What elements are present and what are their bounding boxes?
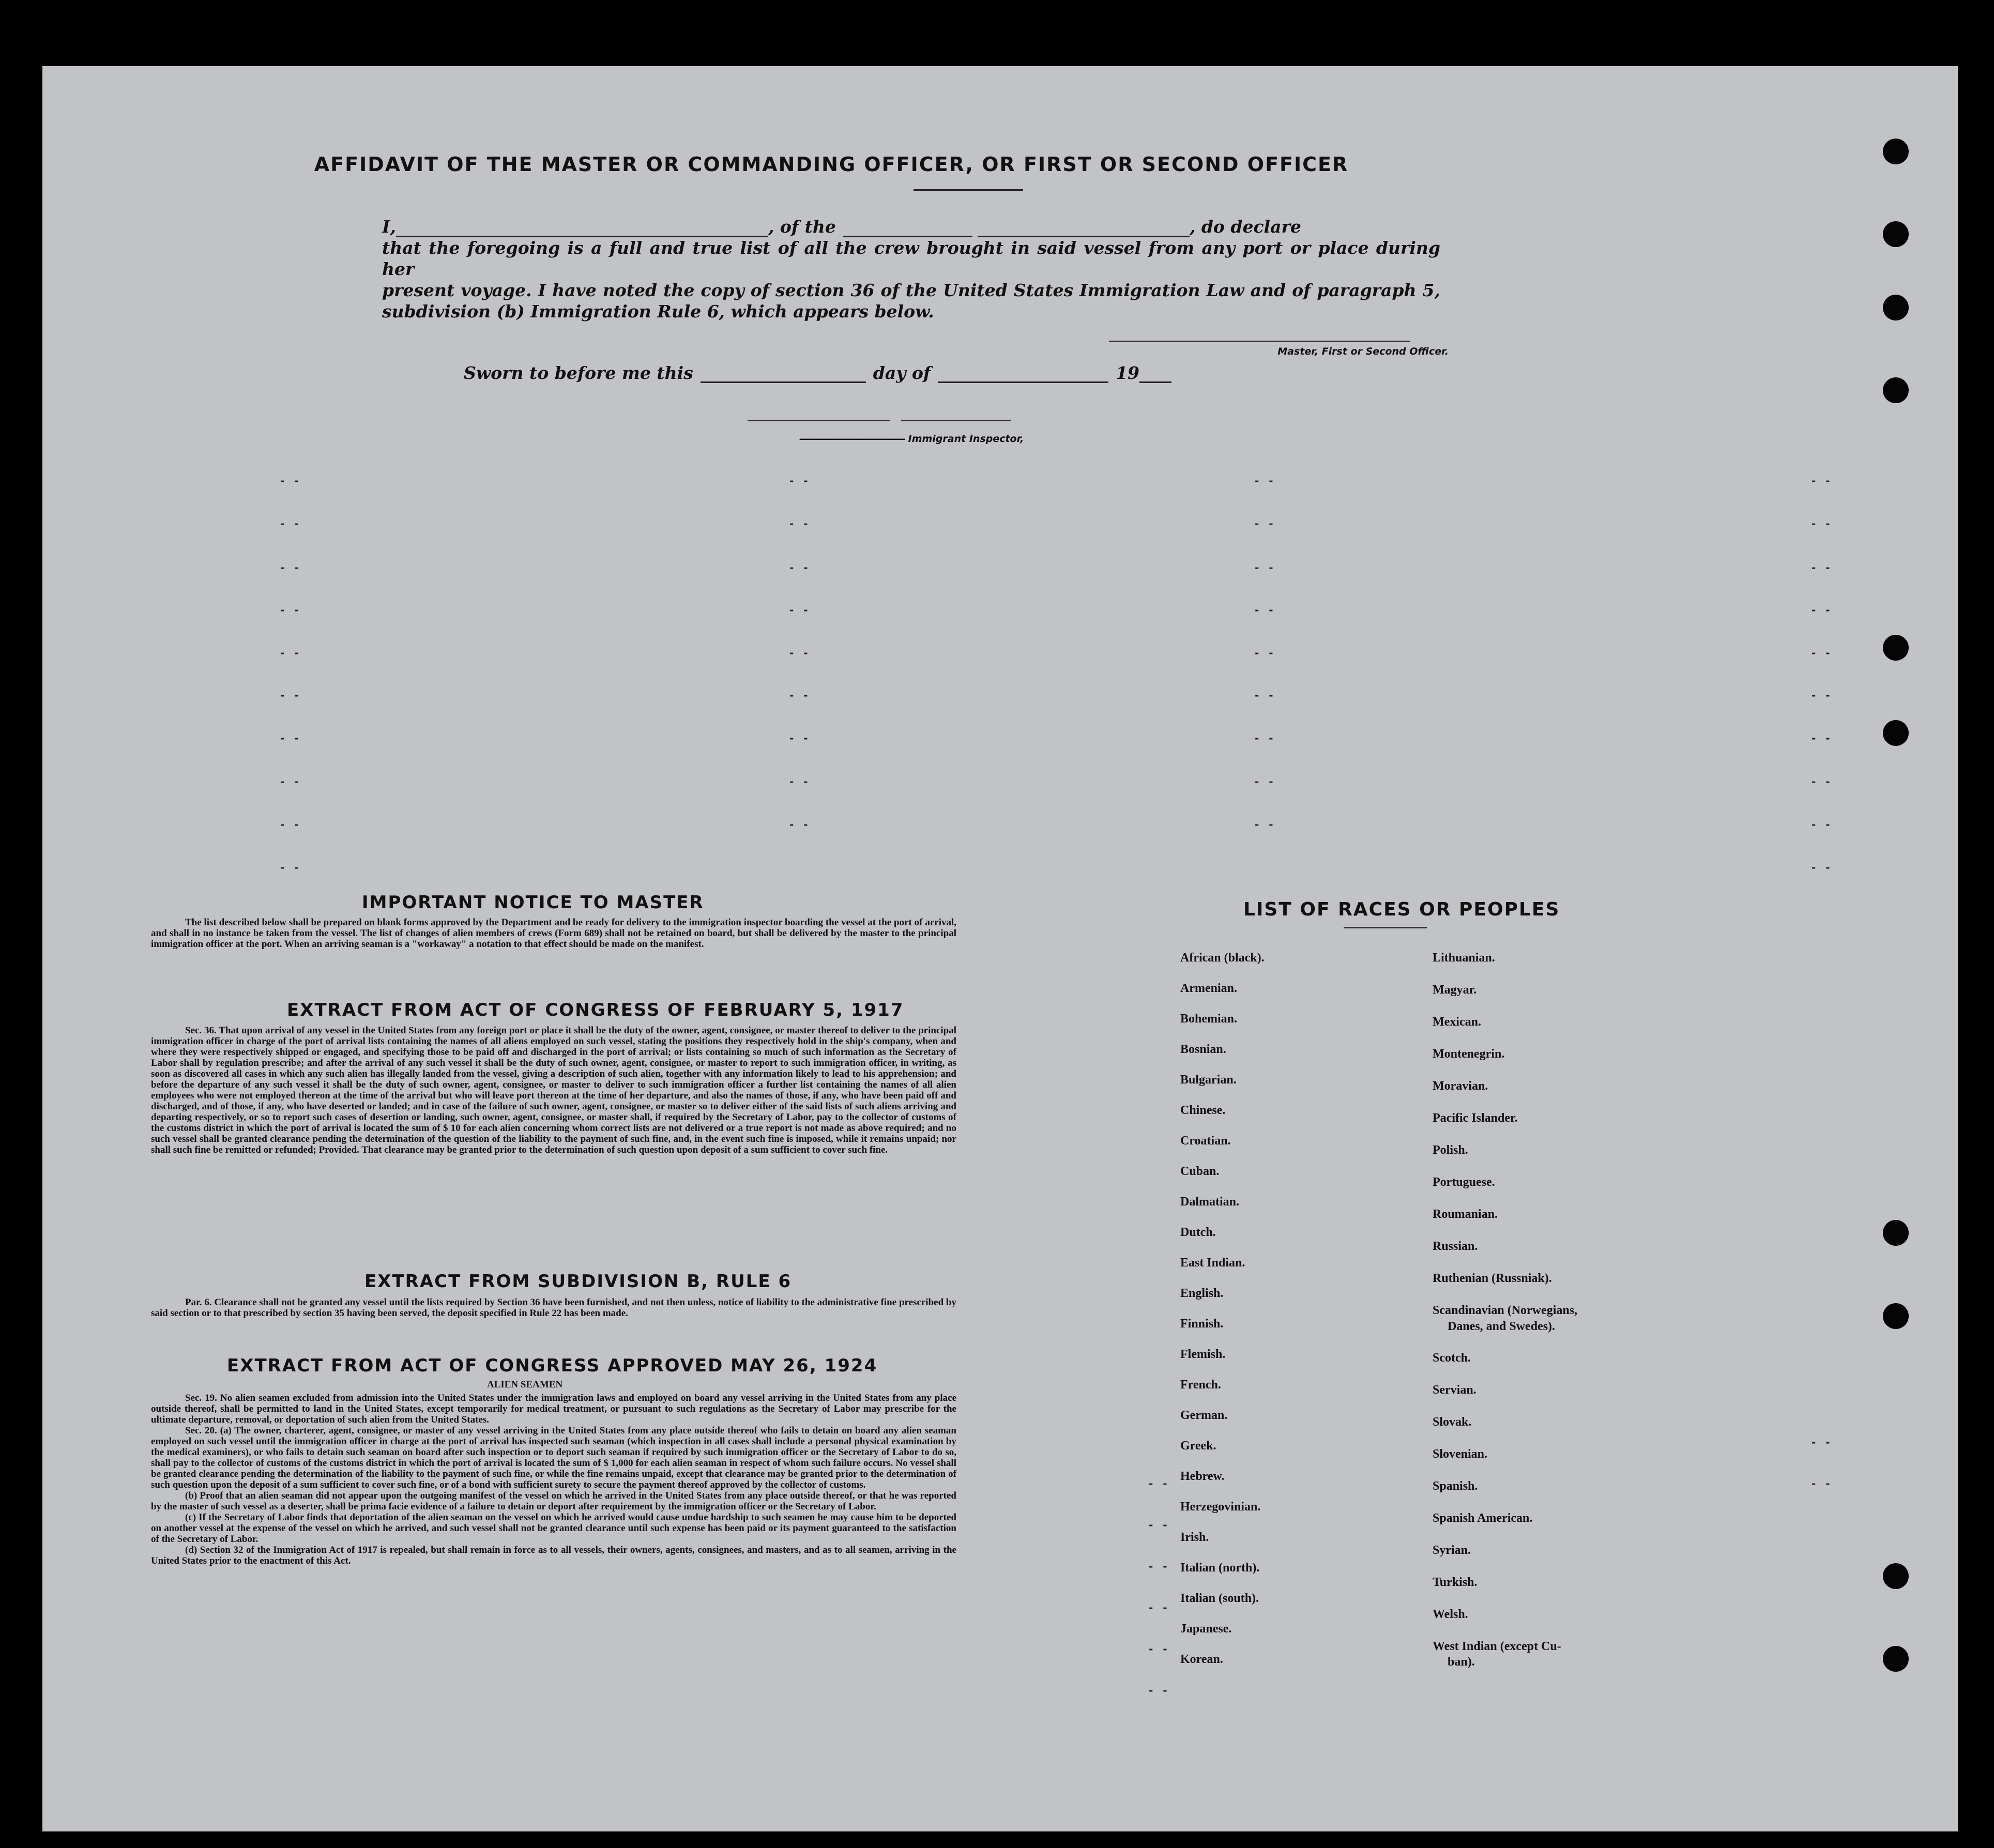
race-item: Finnish. [1180,1317,1224,1331]
race-item: Dalmatian. [1180,1195,1239,1209]
punch-hole [1883,1220,1909,1246]
title-rule [914,189,1023,191]
position-blank[interactable] [843,220,972,237]
name-blank[interactable] [396,220,768,237]
vessel-blank[interactable] [978,220,1190,237]
punch-hole [1883,720,1909,746]
race-item: Armenian. [1180,982,1237,995]
extract-1924-title: EXTRACT FROM ACT OF CONGRESS APPROVED MAY 26, 1924 [227,1355,878,1376]
races-title-rule [1344,927,1427,928]
race-item: Ruthenian (Russniak). [1433,1272,1552,1285]
race-item: African (black). [1180,951,1265,965]
master-caption: Master, First or Second Officer. [1277,346,1449,357]
race-item: Hebrew. [1180,1470,1225,1483]
race-item: Chinese. [1180,1104,1226,1117]
extract-1917-text: Sec. 36. That upon arrival of any vessel in the United States from any foreign port or place it shall be the duty of the owner, agent, consignee, or master thereof to deliver to the principal immigration officer in charge of the port of arrival lists containing the names of all aliens employed on such vessel, stating the positions they respectively hold in the ship's company, when and where they were respectively shipped or engaged, and specifying those to be paid off and discharged in the port of arrival; or lists containing so much of such information as the Secretary of Labor shall by regulation prescribe; and after the arrival of any such vessel it shall be the duty of such owner, agent, consignee, or master to report to such immigration officer, in writing, as soon as discovered all cases in which any such alien has illegally landed from the vessel, giving a description of such alien, together with any information likely to lead to his apprehension; and before the departure of any such vessel it shall be the duty of such owner, agent, consignee, or master to deliver to such immigration officer a further list containing the names of all alien employees who were not employed thereon at the time of the arrival but who will leave port thereon at the time of her departure, and also the names of those, if any, who have been paid off and discharged, and of those, if any, who have deserted or landed; and in case of the failure of such owner, agent, consignee, or master so to deliver either of the said lists of such aliens arriving and departing respectively, or so to report such cases of desertion or landing, such owner, agent, consignee, or master shall, if required by the Secretary of Labor, pay to the collector of customs of the customs district in which the port of arrival is located the sum of $ 10 for each alien concerning whom correct lists are not delivered or a true report is not made as above required; and no such vessel shall be granted clearance pending the determination of the question of the liability to the payment of such fine, and, in the event such fine is imposed, while it remains unpaid; nor shall such fine be remitted or refunded; Provided. That clearance may be granted prior to the determination of such question upon deposit of a sum sufficient to cover such fine. [151,1025,956,1155]
alien-seamen-subtitle: ALIEN SEAMEN [487,1379,563,1390]
punch-hole [1883,221,1909,247]
affidavit-body [382,216,1440,322]
punch-hole [1883,295,1909,320]
race-item: Portuguese. [1433,1175,1495,1189]
extract-1924-sec20b: (b) Proof that an alien seaman did not appear upon the outgoing manifest of the vessel on which he arrived in the United States from any place outside thereof, or that he was reported by the master of such vessel as a deserter, shall be prima facie evidence of a failure to detain or deport after requirement by the immigration officer or the Secretary of Labor. [151,1490,956,1512]
race-item: Turkish. [1433,1576,1478,1589]
notice-title: IMPORTANT NOTICE TO MASTER [362,892,704,913]
race-item: Danes, and Swedes). [1448,1320,1556,1333]
race-item: Scotch. [1433,1351,1471,1365]
form-sheet: AFFIDAVIT OF THE MASTER OR COMMANDING OFFICER, OR FIRST OR SECOND OFFICER I, , of the , do declare that the foregoing is a full and true list of all the crew brought in said vessel from any port or place during her present voyage. I have noted the copy of section 36 of the United States Immigration Law and of paragraph 5, subdivision (b) Immigration Rule 6, which appears below. Master, First or Second Officer. Sworn to before me this day of 19 ———————————— Immigrant Inspector, - - - - - - - - - - - - - - - - - - - - - - - - - - - - - - - - - - - - - - - - - - - - - - - - - - - - - - - - - - - - - - - - - - - - - - - - - - - - - - - - - - - - - - - - - - - - IMPORTANT NOTICE TO MASTER The list described below shall be prepared on blank forms approved by the Department and be ready for delivery to the immigration inspector boarding the vessel at the port of arrival, and shall in no instance be taken from the vessel. The list of changes of alien members of crews (Form 689) shall not be retained on board, but shall be delivered by the master to the principal immigration officer at the port. When an arriving seaman is a "workaway" a notation to that effect should be made on the manifest. EXTRACT FROM ACT OF CONGRESS OF FEBRUARY 5, 1917 Sec. 36. That upon arrival of any vessel in the United States from any foreign port or place it shall be the duty of the owner, agent, consignee, or master thereof to deliver to the principal immigration officer in charge of the port of arrival lists containing the names of all aliens employed on such vessel, stating the positions they respectively hold in the ship's company, when and where they were respectively shipped or engaged, and specifying those to be paid off and discharged in the port of arrival; or lists containing so much of such information as the Secretary of Labor shall by regulation prescribe; and after the arrival of any such vessel it shall be the duty of such owner, agent, consignee, or master to report to such immigration officer, in writing, as soon as discovered all cases in which any such alien has illegally landed from the vessel, giving a description of such alien, together with any information likely to lead to his apprehension; and before the departure of any such vessel it shall be the duty of such owner, agent, consignee, or master to deliver to such immigration officer a further list containing the names of all alien employees who were not employed thereon at the time of the arrival but who will leave port thereon at the time of her departure, and also the names of those, if any, who have been paid off and discharged, and of those, if any, who have deserted or landed; and in case of the failure of such owner, agent, consignee, or master so to deliver either of the said lists of such aliens arriving and departing respectively, or so to report such cases of desertion or landing, such owner, agent, consignee, or master shall, if required by the Secretary of Labor, pay to the collector of customs of the customs district in which the port of arrival is located the sum of $ 10 for each alien concerning whom correct lists are not delivered or a true report is not made as above required; and no such vessel shall be granted clearance pending the determination of the question of the liability to the payment of such fine, and, in the event such fine is imposed, while it remains unpaid; nor shall such fine be remitted or refunded; Provided. That clearance may be granted prior to the determination of such question upon deposit of a sum sufficient to cover such fine. EXTRACT FROM SUBDIVISION B, RULE 6 Par. 6. Clearance shall not be granted any vessel until the lists required by Section 36 have been furnished, and not then unless, notice of liability to the administrative fine prescribed by said section or to that prescribed by section 35 having been served, the deposit specified in Rule 22 has been made. EXTRACT FROM ACT OF CONGRESS APPROVED MAY 26, 1924 ALIEN SEAMEN Sec. 19. No alien seamen excluded from admission into the United States under the immigration laws and employed on board any vessel arriving in the United States from any place outside thereof, shall be permitted to land in the United States, except temporarily for medical treatment, or pursuant to such regulations as the Secretary of Labor may prescribe for the ultimate departure, removal, or deportation of such alien from the United States. Sec. 20. (a) The owner, charterer, agent, consignee, or master of any vessel arriving in the United States from any place outside thereof who fails to detain on board any alien seaman employed on such vessel until the immigration officer in charge at the port of arrival has inspected such seaman (which inspection in all cases shall include a personal physical examination by the medical examiners), or who fails to detain such seaman on board after such inspection or to deport such seaman if required by such immigration officer or the Secretary of Labor to do so, shall pay to the collector of customs of the customs district in which the port of arrival is located the sum of $ 1,000 for each alien seaman in respect of whom such failure occurs. No vessel shall be granted clearance pending the determination of the liability to the payment of such fine, or while the fine remains unpaid, except that clearance may be granted prior to the determination of such question upon the deposit of a sum sufficient to cover such fine, or of a bond with sufficient surety to secure the payment thereof approved by the collector of customs. (b) Proof that an alien seaman did not appear upon the outgoing manifest of the vessel on which he arrived in the United States from any place outside thereof, or that he was reported by the master of such vessel as a deserter, shall be prima facie evidence of a failure to detain or deport after requirement by the immigration officer or the Secretary of Labor. (c) If the Secretary of Labor finds that deportation of the alien seaman on the vessel on which he arrived would cause undue hardship to such seamen he may cause him to be deported on another vessel at the expense of the vessel on which he arrived, and such vessel shall not be granted clearance until such expense has been paid or its payment guaranteed to the satisfaction of the Secretary of Labor. (d) Section 32 of the Immigration Act of 1917 is repealed, but shall remain in force as to all vessels, their owners, agents, consignees, and masters, and as to all seamen, arriving in the United States prior to the enactment of this Act. LIST OF RACES OR PEOPLES African (black). Armenian. Bohemian. Bosnian. Bulgarian. Chinese. Croatian. Cuban. Dalmatian. Dutch. East Indian. English. Finnish. Flemish. French. German. Greek. Hebrew. Herzegovinian. Irish. Italian (north). Italian (south). Japanese. Korean. Lithuanian. Magyar. Mexican. Montenegrin. Moravian. Pacific Islander. Polish. Portuguese. Roumanian. Russian. Ruthenian (Russniak). Scandinavian (Norwegians, Danes, and Swedes). Scotch. Servian. Slovak. Slovenian. Spanish. Spanish American. Syrian. Turkish. Welsh. West Indian (except Cu- ban). [42,66,1958,1831]
affidavit-line-1 [382,216,1440,237]
affidavit-line-2: that the foregoing is a full and true list of all the crew brought in said vessel from any port or place during her [382,238,1440,279]
affidavit-i: I, [382,217,396,237]
inspector-caption: ———————————— Immigrant Inspector, [799,433,1024,445]
race-item: Russian. [1433,1240,1478,1253]
extract-1924-sec20c: (c) If the Secretary of Labor finds that deportation of the alien seaman on the vessel on which he arrived would cause undue hardship to such seamen he may cause him to be deported on another vessel at the expense of the vessel on which he arrived, and such vessel shall not be granted clearance until such expense has been paid or its payment guaranteed to the satisfaction of the Secretary of Labor. [151,1512,956,1545]
extract-1924-text [151,1393,956,1566]
race-item: ban). [1448,1655,1475,1669]
race-item: Lithuanian. [1433,951,1495,965]
race-item: Italian (south). [1180,1592,1259,1605]
race-item: Croatian. [1180,1134,1231,1148]
race-item: Slovenian. [1433,1447,1488,1461]
race-item: Servian. [1433,1383,1477,1397]
sworn-line [464,363,1171,383]
race-item: Polish. [1433,1143,1468,1157]
race-item: Korean. [1180,1653,1223,1666]
race-item: Mexican. [1433,1015,1481,1029]
race-item: Spanish American. [1433,1511,1533,1525]
sworn-year-blank[interactable] [1139,367,1171,383]
race-item: Syrian. [1433,1544,1471,1557]
race-item: Slovak. [1433,1415,1472,1429]
punch-hole [1883,377,1909,403]
notice-text: The list described below shall be prepared on blank forms approved by the Department and be ready for delivery to the immigration inspector boarding the vessel at the port of arrival, and shall in no instance be taken from the vessel. The list of changes of alien members of crews (Form 689) shall not be retained on board, but shall be delivered by the master to the principal immigration officer at the port. When an arriving seaman is a "workaway" a notation to that effect should be made on the manifest. [151,917,956,950]
race-item: German. [1180,1409,1228,1422]
race-item: French. [1180,1378,1221,1392]
extract-rule6-title: EXTRACT FROM SUBDIVISION B, RULE 6 [364,1271,792,1292]
race-item: Flemish. [1180,1348,1226,1361]
race-item: Bohemian. [1180,1012,1238,1026]
sworn-day-blank[interactable] [701,367,866,383]
race-item: Magyar. [1433,983,1477,997]
sworn-year-prefix: 19 [1116,363,1140,383]
extract-rule6-text: Par. 6. Clearance shall not be granted any vessel until the lists required by Section 36 have been furnished, and not then unless, notice of liability to the administrative fine prescribed by said section or to that prescribed by section 35 having been served, the deposit specified in Rule 22 has been made. [151,1297,956,1319]
affidavit-of-the: , of the [768,217,836,237]
extract-1924-sec20a: Sec. 20. (a) The owner, charterer, agent, consignee, or master of any vessel arriving in the United States from any place outside thereof who fails to detain on board any alien seaman employed on such vessel until the immigration officer in charge at the port of arrival has inspected such seaman (which inspection in all cases shall include a personal physical examination by the medical examiners), or who fails to detain such seaman on board after such inspection or to deport such seaman if required by such immigration officer or the Secretary of Labor to do so, shall pay to the collector of customs of the customs district in which the port of arrival is located the sum of $ 1,000 for each alien seaman in respect of whom such failure occurs. No vessel shall be granted clearance pending the determination of the liability to the payment of such fine, or while the fine remains unpaid, except that clearance may be granted prior to the determination of such question upon the deposit of a sum sufficient to cover such fine, or of a bond with sufficient surety to secure the payment thereof approved by the collector of customs. [151,1425,956,1490]
race-item: Dutch. [1180,1226,1216,1239]
race-item: East Indian. [1180,1256,1245,1270]
punch-hole [1883,1646,1909,1672]
punch-hole [1883,1563,1909,1589]
race-item: Italian (north). [1180,1561,1260,1575]
punch-hole [1883,139,1909,164]
race-item: Moravian. [1433,1079,1488,1093]
race-item: Roumanian. [1433,1208,1498,1221]
punch-hole [1883,635,1909,661]
affidavit-line-3: present voyage. I have noted the copy of section 36 of the United States Immigration Law and of paragraph 5, [382,280,1440,300]
race-item: West Indian (except Cu- [1433,1640,1561,1653]
extract-1924-sec19: Sec. 19. No alien seamen excluded from admission into the United States under the immigration laws and employed on board any vessel arriving in the United States from any place outside thereof, shall be permitted to land in the United States, except temporarily for medical treatment, or pursuant to such regulations as the Secretary of Labor may prescribe for the ultimate departure, removal, or deportation of such alien from the United States. [151,1393,956,1425]
sworn-day-of: day of [873,363,931,383]
race-item: Greek. [1180,1439,1216,1453]
race-item: Welsh. [1433,1608,1468,1621]
race-item: Bulgarian. [1180,1073,1237,1087]
race-item: Bosnian. [1180,1043,1226,1056]
master-signature-line[interactable] [1109,341,1410,342]
extract-1917-title: EXTRACT FROM ACT OF CONGRESS OF FEBRUARY 5, 1917 [287,1000,904,1020]
punch-hole [1883,1303,1909,1329]
race-item: Spanish. [1433,1479,1478,1493]
sworn-prefix: Sworn to before me this [464,363,693,383]
race-item: Montenegrin. [1433,1047,1505,1061]
race-item: English. [1180,1287,1224,1300]
race-item: Cuban. [1180,1165,1220,1178]
races-title: LIST OF RACES OR PEOPLES [1243,899,1560,920]
race-item: Pacific Islander. [1433,1111,1518,1125]
race-item: Herzegovinian. [1180,1500,1261,1514]
extract-1924-sec20d: (d) Section 32 of the Immigration Act of 1917 is repealed, but shall remain in force as to all vessels, their owners, agents, consignees, and masters, and as to all seamen, arriving in the United States prior to the enactment of this Act. [151,1545,956,1566]
affidavit-line-4: subdivision (b) Immigration Rule 6, which appears below. [382,301,934,322]
race-item: Irish. [1180,1531,1209,1544]
affidavit-title: AFFIDAVIT OF THE MASTER OR COMMANDING OFFICER, OR FIRST OR SECOND OFFICER [314,153,1349,176]
sworn-month-blank[interactable] [938,367,1108,383]
race-item: Japanese. [1180,1622,1232,1636]
race-item: Scandinavian (Norwegians, [1433,1304,1578,1317]
affidavit-do-declare: , do declare [1189,217,1301,237]
